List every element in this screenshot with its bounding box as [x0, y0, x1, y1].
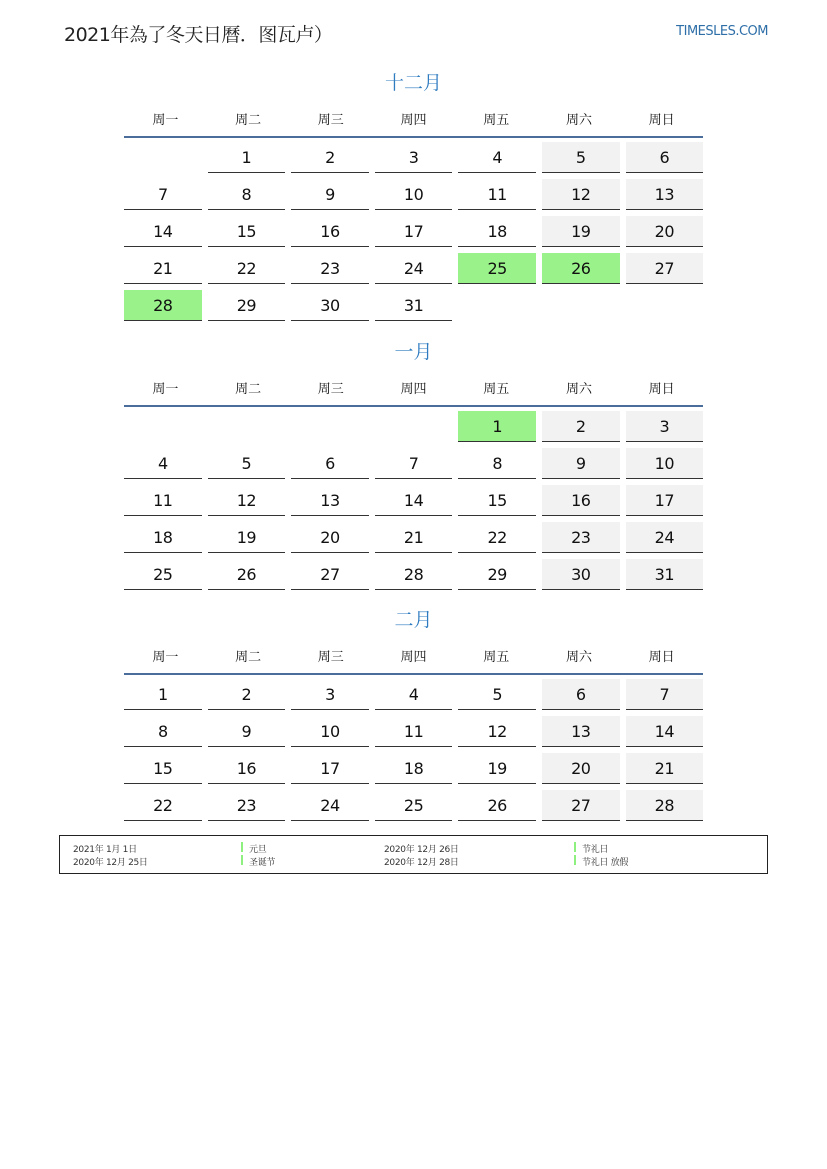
day-cell[interactable]: 7	[124, 179, 202, 210]
day-cell[interactable]: 9	[208, 716, 286, 747]
day-cell[interactable]: 9	[542, 448, 620, 479]
day-cell[interactable]: 3	[626, 411, 704, 442]
day-cell[interactable]: 18	[458, 216, 536, 247]
legend-date: 2021年 1月 1日	[73, 845, 137, 855]
day-cell[interactable]: 14	[124, 216, 202, 247]
day-cell[interactable]: 10	[291, 716, 369, 747]
weekday-label: 周一	[152, 649, 179, 665]
day-cell[interactable]: 12	[458, 716, 536, 747]
holiday-legend	[59, 835, 768, 874]
day-cell[interactable]: 28	[375, 559, 453, 590]
weekday-label: 周日	[648, 649, 675, 665]
day-cell[interactable]: 22	[124, 790, 202, 821]
month-title: 十二月	[384, 72, 442, 94]
day-cell[interactable]: 5	[458, 679, 536, 710]
day-cell[interactable]: 4	[458, 142, 536, 173]
empty-cell	[124, 142, 202, 172]
day-cell[interactable]: 4	[375, 679, 453, 710]
day-cell[interactable]: 23	[291, 253, 369, 284]
day-cell[interactable]: 19	[458, 753, 536, 784]
weekday-label: 周四	[400, 649, 427, 665]
day-cell[interactable]: 12	[542, 179, 620, 210]
day-cell[interactable]: 21	[124, 253, 202, 284]
day-cell[interactable]: 22	[458, 522, 536, 553]
legend-holiday-name: 节礼日 放假	[582, 858, 629, 868]
day-cell[interactable]: 9	[291, 179, 369, 210]
day-cell[interactable]: 19	[542, 216, 620, 247]
day-cell[interactable]: 15	[208, 216, 286, 247]
day-grid	[124, 142, 703, 327]
day-cell[interactable]: 23	[208, 790, 286, 821]
day-cell[interactable]: 8	[124, 716, 202, 747]
weekday-label: 周六	[565, 381, 592, 397]
day-cell[interactable]: 24	[626, 522, 704, 553]
weekday-header	[124, 100, 703, 138]
weekday-label: 周六	[565, 112, 592, 128]
empty-cell	[458, 290, 536, 320]
day-cell[interactable]: 21	[626, 753, 704, 784]
month-title: 一月	[394, 341, 433, 363]
day-cell[interactable]: 25	[458, 253, 536, 284]
day-cell[interactable]: 31	[626, 559, 704, 590]
weekday-label: 周一	[152, 112, 179, 128]
day-cell[interactable]: 22	[208, 253, 286, 284]
day-cell[interactable]: 30	[291, 290, 369, 321]
day-cell[interactable]: 3	[291, 679, 369, 710]
weekday-label: 周五	[483, 649, 510, 665]
weekday-label: 周四	[400, 381, 427, 397]
day-cell[interactable]: 25	[124, 559, 202, 590]
page-title: 2021年為了冬天日曆．图瓦卢）	[64, 24, 333, 46]
day-cell[interactable]: 10	[375, 179, 453, 210]
weekday-label: 周日	[648, 381, 675, 397]
month-block	[124, 68, 703, 327]
month-block	[124, 337, 703, 596]
empty-cell	[124, 411, 202, 441]
day-cell[interactable]: 7	[375, 448, 453, 479]
day-grid	[124, 411, 703, 596]
weekday-label: 周三	[317, 649, 344, 665]
legend-holiday-name: 节礼日	[582, 845, 609, 855]
day-cell[interactable]: 20	[291, 522, 369, 553]
day-cell[interactable]: 2	[542, 411, 620, 442]
empty-cell	[208, 411, 286, 441]
day-cell[interactable]: 4	[124, 448, 202, 479]
day-cell[interactable]: 26	[542, 253, 620, 284]
weekday-label: 周一	[152, 381, 179, 397]
day-cell[interactable]: 26	[458, 790, 536, 821]
weekday-label: 周二	[235, 649, 262, 665]
day-cell[interactable]: 17	[375, 216, 453, 247]
day-cell[interactable]: 26	[208, 559, 286, 590]
day-cell[interactable]: 17	[626, 485, 704, 516]
empty-cell	[626, 290, 704, 320]
weekday-label: 周二	[235, 381, 262, 397]
day-cell[interactable]: 17	[291, 753, 369, 784]
day-cell[interactable]: 13	[626, 179, 704, 210]
day-cell[interactable]: 28	[124, 290, 202, 321]
weekday-label: 周五	[483, 381, 510, 397]
day-cell[interactable]: 5	[208, 448, 286, 479]
month-block	[124, 605, 703, 827]
day-cell[interactable]: 1	[208, 142, 286, 173]
day-cell[interactable]: 6	[291, 448, 369, 479]
empty-cell	[375, 411, 453, 441]
day-cell[interactable]: 10	[626, 448, 704, 479]
day-cell[interactable]: 1	[124, 679, 202, 710]
day-cell[interactable]: 13	[291, 485, 369, 516]
day-cell[interactable]: 27	[626, 253, 704, 284]
day-cell[interactable]: 16	[291, 216, 369, 247]
day-cell[interactable]: 23	[542, 522, 620, 553]
empty-cell	[291, 411, 369, 441]
day-cell[interactable]: 5	[542, 142, 620, 173]
weekday-label: 周三	[317, 381, 344, 397]
day-cell[interactable]: 27	[542, 790, 620, 821]
legend-date: 2020年 12月 28日	[384, 858, 459, 868]
day-cell[interactable]: 29	[458, 559, 536, 590]
day-cell[interactable]: 14	[375, 485, 453, 516]
day-cell[interactable]: 1	[458, 411, 536, 442]
day-cell[interactable]: 3	[375, 142, 453, 173]
day-cell[interactable]: 21	[375, 522, 453, 553]
legend-marker	[241, 855, 243, 865]
day-cell[interactable]: 11	[458, 179, 536, 210]
day-cell[interactable]: 12	[208, 485, 286, 516]
day-cell[interactable]: 11	[375, 716, 453, 747]
day-cell[interactable]: 19	[208, 522, 286, 553]
day-cell[interactable]: 15	[124, 753, 202, 784]
legend-date: 2020年 12月 26日	[384, 845, 459, 855]
day-cell[interactable]: 20	[542, 753, 620, 784]
weekday-label: 周二	[235, 112, 262, 128]
weekday-label: 周六	[565, 649, 592, 665]
day-cell[interactable]: 24	[375, 253, 453, 284]
day-cell[interactable]: 6	[542, 679, 620, 710]
day-cell[interactable]: 13	[542, 716, 620, 747]
weekday-label: 周日	[648, 112, 675, 128]
day-cell[interactable]: 2	[291, 142, 369, 173]
day-cell[interactable]: 29	[208, 290, 286, 321]
legend-marker	[574, 842, 576, 852]
day-cell[interactable]: 8	[208, 179, 286, 210]
day-cell[interactable]: 8	[458, 448, 536, 479]
day-cell[interactable]: 11	[124, 485, 202, 516]
day-grid	[124, 679, 703, 827]
weekday-label: 周三	[317, 112, 344, 128]
day-cell[interactable]: 6	[626, 142, 704, 173]
legend-holiday-name: 圣诞节	[249, 858, 276, 868]
site-name[interactable]: TIMESLES.COM	[676, 24, 768, 39]
day-cell[interactable]: 14	[626, 716, 704, 747]
legend-marker	[241, 842, 243, 852]
day-cell[interactable]: 25	[375, 790, 453, 821]
month-title: 二月	[394, 609, 433, 631]
legend-marker	[574, 855, 576, 865]
empty-cell	[542, 290, 620, 320]
day-cell[interactable]: 16	[542, 485, 620, 516]
day-cell[interactable]: 18	[375, 753, 453, 784]
day-cell[interactable]: 15	[458, 485, 536, 516]
weekday-header	[124, 369, 703, 407]
legend-date: 2020年 12月 25日	[73, 858, 148, 868]
day-cell[interactable]: 28	[626, 790, 704, 821]
weekday-header	[124, 637, 703, 675]
day-cell[interactable]: 16	[208, 753, 286, 784]
weekday-label: 周四	[400, 112, 427, 128]
day-cell[interactable]: 18	[124, 522, 202, 553]
day-cell[interactable]: 30	[542, 559, 620, 590]
day-cell[interactable]: 20	[626, 216, 704, 247]
legend-holiday-name: 元旦	[249, 845, 267, 855]
day-cell[interactable]: 24	[291, 790, 369, 821]
day-cell[interactable]: 7	[626, 679, 704, 710]
weekday-label: 周五	[483, 112, 510, 128]
day-cell[interactable]: 31	[375, 290, 453, 321]
day-cell[interactable]: 2	[208, 679, 286, 710]
day-cell[interactable]: 27	[291, 559, 369, 590]
